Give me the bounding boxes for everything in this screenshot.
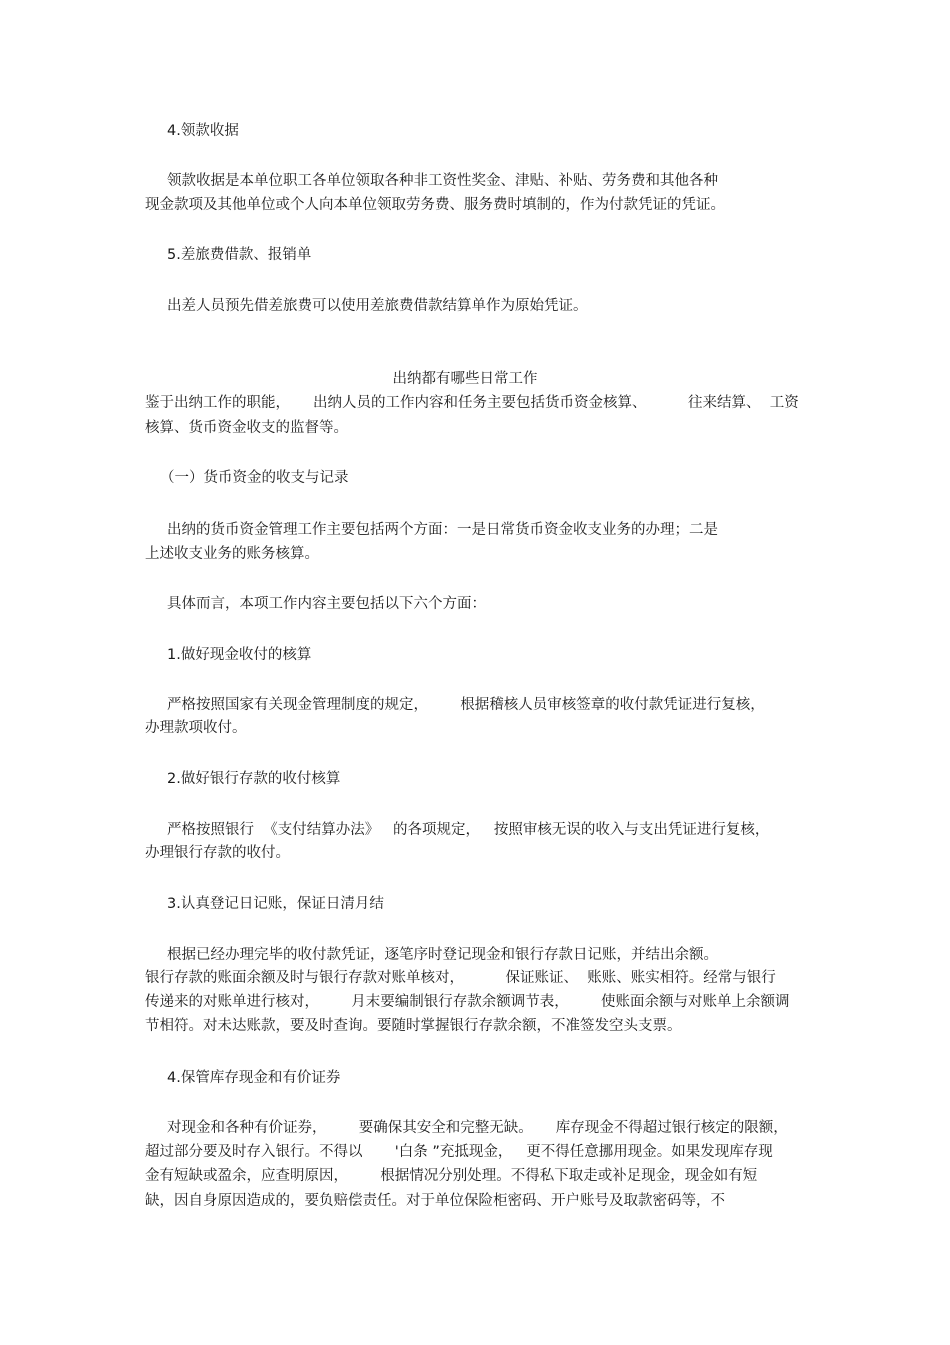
paragraph-line: 节相符。对未达账款，要及时查询。要随时掌握银行存款余额，不准签发空头支票。 [145, 1018, 682, 1034]
heading-journal: 3.认真登记日记账，保证日清月结 [167, 896, 384, 912]
paragraph-line: 传递来的对账单进行核对， 月末要编制银行存款余额调节表， 使账面余额与对账单上余额调 [145, 994, 790, 1010]
paragraph-line: 超过部分要及时存入银行。不得以 '白条 ”充抵现金， 更不得任意挪用现金。如果发现库存现 [145, 1144, 773, 1160]
paragraph-line: 严格按照银行 《支付结算办法》 的各项规定， 按照审核无误的收入与支出凭证进行复核， [167, 822, 770, 838]
paragraph-line: 银行存款的账面余额及时与银行存款对账单核对， 保证账证、 账账、账实相符。经常与银行 [145, 970, 776, 986]
heading-bank-deposit: 2.做好银行存款的收付核算 [167, 771, 341, 787]
paragraph-line: 金有短缺或盈余，应查明原因， 根据情况分别处理。不得私下取走或补足现金，现金如有短 [145, 1168, 758, 1184]
paragraph-line: 严格按照国家有关现金管理制度的规定， 根据稽核人员审核签章的收付款凭证进行复核， [167, 697, 765, 713]
paragraph-line: 领款收据是本单位职工各单位领取各种非工资性奖金、津贴、补贴、劳务费和其他各种 [167, 173, 718, 189]
paragraph-line: 办理银行存款的收付。 [145, 845, 290, 861]
heading-cash-accounting: 1.做好现金收付的核算 [167, 647, 312, 663]
heading-travel-expense: 5.差旅费借款、报销单 [167, 247, 312, 263]
paragraph-line: 上述收支业务的账务核算。 [145, 546, 319, 562]
paragraph-line: 对现金和各种有价证券， 要确保其安全和完整无缺。 库存现金不得超过银行核定的限额， [167, 1120, 788, 1136]
heading-receipt: 4.领款收据 [167, 123, 239, 139]
section-title: 出纳都有哪些日常工作 [392, 371, 538, 387]
paragraph-line: 具体而言，本项工作内容主要包括以下六个方面： [167, 596, 486, 612]
paragraph-line: 鉴于出纳工作的职能， 出纳人员的工作内容和任务主要包括货币资金核算、 往来结算、 工资 [145, 395, 799, 411]
paragraph-line: 现金款项及其他单位或个人向本单位领取劳务费、服务费时填制的，作为付款凭证的凭证。 [145, 197, 725, 213]
paragraph-line: 出差人员预先借差旅费可以使用差旅费借款结算单作为原始凭证。 [167, 298, 588, 314]
paragraph-line: 根据已经办理完毕的收付款凭证，逐笔序时登记现金和银行存款日记账，并结出余额。 [167, 947, 718, 963]
paragraph-line: 核算、货币资金收支的监督等。 [145, 420, 348, 436]
paragraph-line: 办理款项收付。 [145, 720, 247, 736]
subheading-fund-records: （一）货币资金的收支与记录 [160, 470, 349, 486]
heading-cash-securities: 4.保管库存现金和有价证券 [167, 1070, 341, 1086]
paragraph-line: 缺，因自身原因造成的，要负赔偿责任。对于单位保险柜密码、开户账号及取款密码等，不 [145, 1193, 725, 1209]
paragraph-line: 出纳的货币资金管理工作主要包括两个方面：一是日常货币资金收支业务的办理；二是 [167, 522, 718, 538]
